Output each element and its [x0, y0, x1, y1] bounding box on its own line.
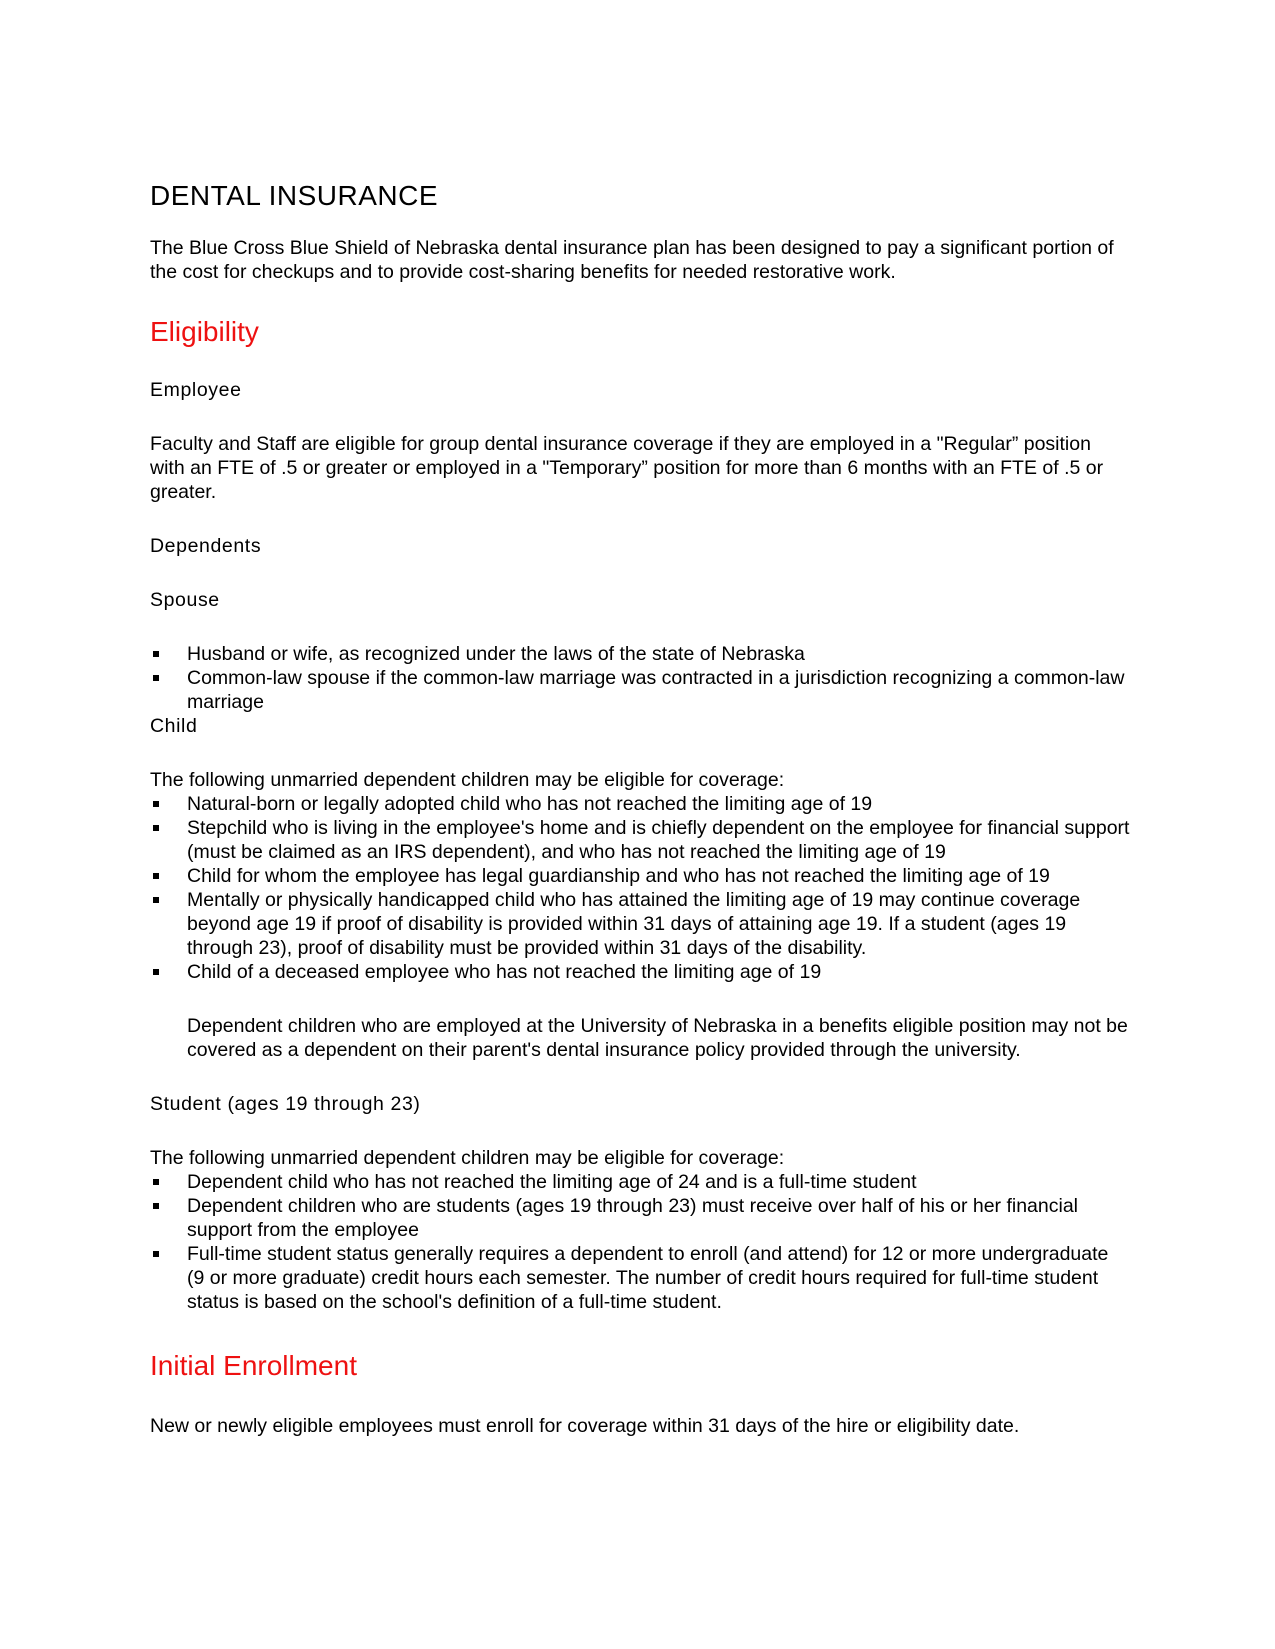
list-item: Common-law spouse if the common-law marriage was contracted in a jurisdiction recognizing a common-law marriage: [150, 666, 1130, 714]
spouse-list: [150, 642, 1130, 714]
list-item: Natural-born or legally adopted child who has not reached the limiting age of 19: [150, 792, 1130, 816]
child-heading: Child: [150, 715, 198, 737]
list-item: Stepchild who is living in the employee's home and is chiefly dependent on the employee for financial support (must be claimed as an IRS dependent), and who has not reached the limiting age of 19: [150, 816, 1130, 864]
child-lead-paragraph: The following unmarried dependent children may be eligible for coverage:: [150, 769, 785, 791]
list-item: Child for whom the employee has legal guardianship and who has not reached the limiting age of 19: [150, 864, 1130, 888]
spouse-heading: Spouse: [150, 589, 220, 611]
list-item: Dependent child who has not reached the limiting age of 24 and is a full-time student: [150, 1170, 1130, 1194]
dependents-heading: Dependents: [150, 535, 262, 557]
employee-heading: Employee: [150, 379, 242, 401]
student-list: [150, 1170, 1130, 1314]
child-note-paragraph: Dependent children who are employed at the University of Nebraska in a benefits eligible position may not be covered as a dependent on their parent's dental insurance policy provided through the university.: [187, 1015, 1128, 1061]
list-item: Child of a deceased employee who has not reached the limiting age of 19: [150, 960, 1130, 984]
initial-enrollment-heading: Initial Enrollment: [150, 1350, 357, 1381]
list-item: Full-time student status generally requires a dependent to enroll (and attend) for 12 or more undergraduate (9 or more graduate) credit hours each semester. The number of credit hours required for full-time student status is based on the school's definition of a full-time student.: [150, 1242, 1130, 1314]
page-title: DENTAL INSURANCE: [150, 180, 439, 211]
student-lead-paragraph: The following unmarried dependent children may be eligible for coverage:: [150, 1147, 785, 1169]
list-item: Dependent children who are students (ages 19 through 23) must receive over half of his or her financial support from the employee: [150, 1194, 1130, 1242]
intro-paragraph: The Blue Cross Blue Shield of Nebraska dental insurance plan has been designed to pay a significant portion of the cost for checkups and to provide cost-sharing benefits for needed restorative work.: [150, 237, 1114, 283]
employee-paragraph: Faculty and Staff are eligible for group dental insurance coverage if they are employed in a "Regular” position with an FTE of .5 or greater or employed in a "Temporary” position for more than 6 months with an FTE of .5 or greater.: [150, 433, 1104, 503]
document-page: [150, 178, 1130, 1438]
list-item: Mentally or physically handicapped child who has attained the limiting age of 19 may continue coverage beyond age 19 if proof of disability is provided within 31 days of attaining age 19. If a student (ages 19 through 23), proof of disability must be provided within 31 days of the disability.: [150, 888, 1130, 960]
list-item: Husband or wife, as recognized under the laws of the state of Nebraska: [150, 642, 1130, 666]
initial-enrollment-paragraph: New or newly eligible employees must enroll for coverage within 31 days of the hire or eligibility date.: [150, 1415, 1020, 1437]
child-list: [150, 792, 1130, 984]
eligibility-heading: Eligibility: [150, 316, 259, 347]
student-heading: Student (ages 19 through 23): [150, 1093, 421, 1115]
